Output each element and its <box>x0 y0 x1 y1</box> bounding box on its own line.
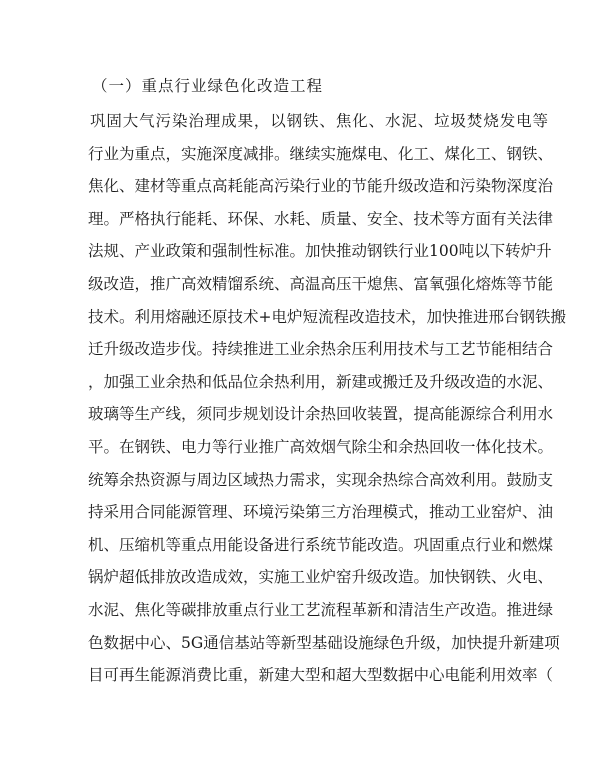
paragraph-line: 行业为重点，实施深度减排。继续实施煤电、化工、煤化工、钢铁、 <box>88 144 554 163</box>
paragraph-line: 技术。利用熔融还原技术+电炉短流程改造技术，加快推进邢台钢铁搬 <box>88 307 566 326</box>
paragraph-line: 锅炉超低排放改造成效，实施工业炉窑升级改造。加快钢铁、火电、 <box>88 568 554 587</box>
paragraph-line: ，加强工业余热和低品位余热利用，新建或搬迁及升级改造的水泥、 <box>88 372 554 391</box>
body-text <box>88 111 566 698</box>
paragraph-line: 持采用合同能源管理、环境污染第三方治理模式，推动工业窑炉、油 <box>88 503 554 522</box>
section-heading: （一）重点行业绿色化改造工程 <box>92 77 324 95</box>
paragraph-line: 色数据中心、5G通信基站等新型基础设施绿色升级，加快提升新建项 <box>88 633 560 652</box>
paragraph-line: 机、压缩机等重点用能设备进行系统节能改造。巩固重点行业和燃煤 <box>88 535 554 554</box>
paragraph-line: 目可再生能源消费比重，新建大型和超大型数据中心电能利用效率（ <box>88 666 554 685</box>
paragraph-line: 玻璃等生产线，须同步规划设计余热回收装置，提高能源综合利用水 <box>88 405 554 424</box>
paragraph-line: 水泥、焦化等碳排放重点行业工艺流程革新和清洁生产改造。推进绿 <box>88 600 554 619</box>
paragraph-line: 巩固大气污染治理成果，以钢铁、焦化、水泥、垃圾焚烧发电等 <box>90 112 548 130</box>
paragraph-line: 级改造，推广高效精馏系统、高温高压干熄焦、富氧强化熔炼等节能 <box>88 274 554 293</box>
paragraph-line: 法规、产业政策和强制性标准。加快推动钢铁行业100吨以下转炉升 <box>88 242 552 261</box>
paragraph-line: 平。在钢铁、电力等行业推广高效烟气除尘和余热回收一体化技术。 <box>88 437 554 456</box>
paragraph-line: 焦化、建材等重点高耗能高污染行业的节能升级改造和污染物深度治 <box>88 177 554 196</box>
paragraph-line: 迁升级改造步伐。持续推进工业余热余压利用技术与工艺节能相结合 <box>88 340 554 359</box>
paragraph-line: 统筹余热资源与周边区域热力需求，实现余热综合高效利用。鼓励支 <box>88 470 554 489</box>
paragraph-line: 理。严格执行能耗、环保、水耗、质量、安全、技术等方面有关法律 <box>88 209 554 228</box>
